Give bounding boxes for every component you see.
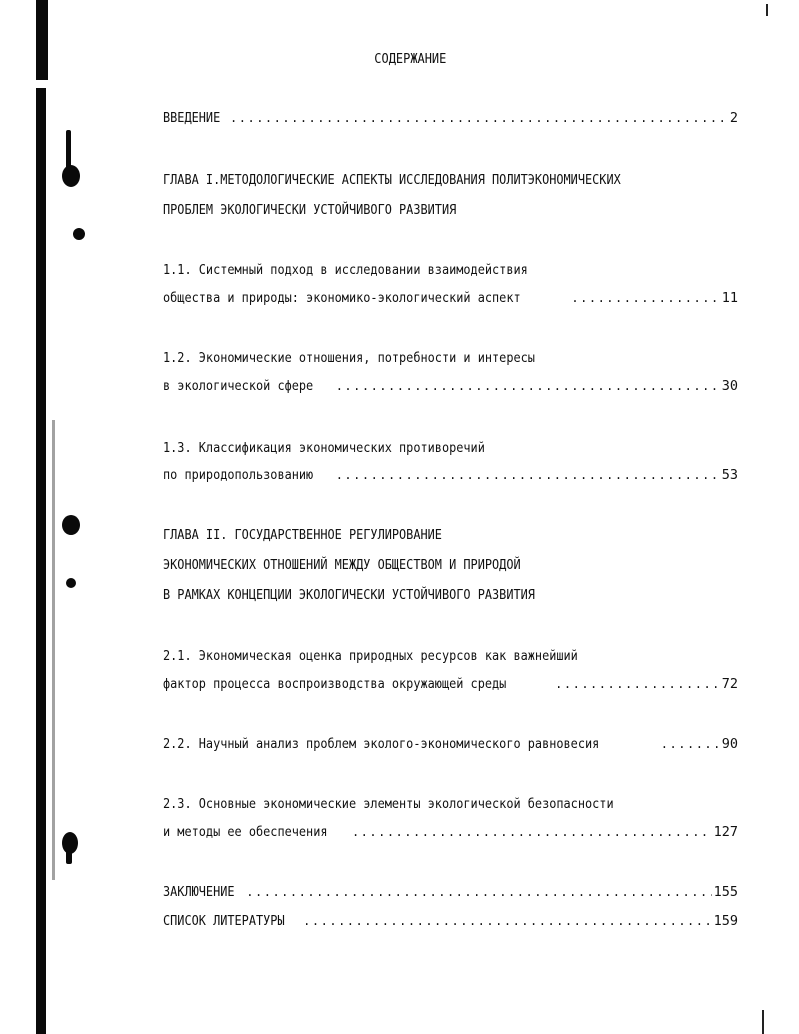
toc-entry-label: фактор процесса воспроизводства окружающей среды bbox=[163, 676, 507, 692]
toc-entry-1-1-line-1: 1.1. Системный подход в исследовании взаимодействия bbox=[163, 262, 528, 278]
leader-dots bbox=[303, 914, 711, 928]
chapter-2-heading-line-1: ГЛАВА II. ГОСУДАРСТВЕННОЕ РЕГУЛИРОВАНИЕ bbox=[163, 527, 442, 543]
page-title: СОДЕРЖАНИЕ bbox=[374, 52, 447, 67]
binding-hole-1 bbox=[62, 165, 80, 187]
toc-entry-2-1 bbox=[163, 676, 738, 696]
toc-page-number: 53 bbox=[721, 467, 738, 483]
toc-entry-2-2 bbox=[163, 736, 738, 756]
leader-dots bbox=[336, 379, 720, 393]
toc-entry-1-1 bbox=[163, 290, 738, 310]
scan-right-mark-bottom bbox=[762, 1010, 764, 1034]
chapter-2-heading-line-3: В РАМКАХ КОНЦЕПЦИИ ЭКОЛОГИЧЕСКИ УСТОЙЧИВОГО РАЗВИТИЯ bbox=[163, 587, 535, 603]
scan-edge-bar bbox=[36, 88, 46, 1034]
toc-entry-label: в экологической сфере bbox=[163, 378, 314, 394]
binding-hole-2 bbox=[73, 228, 85, 240]
toc-page-number: 11 bbox=[721, 290, 738, 306]
leader-dots bbox=[555, 677, 720, 691]
leader-dots bbox=[352, 825, 712, 839]
toc-entry-1-2-line-1: 1.2. Экономические отношения, потребности и интересы bbox=[163, 350, 535, 366]
binding-mark-1 bbox=[66, 130, 71, 170]
leader-dots bbox=[571, 291, 719, 305]
toc-entry-label: ВВЕДЕНИЕ bbox=[163, 110, 221, 126]
toc-page-number: 90 bbox=[721, 736, 738, 752]
toc-entry-label: по природопользованию bbox=[163, 467, 314, 483]
toc-entry-2-1-line-1: 2.1. Экономическая оценка природных ресурсов как важнейший bbox=[163, 648, 578, 664]
chapter-1-heading-line-2: ПРОБЛЕМ ЭКОЛОГИЧЕСКИ УСТОЙЧИВОГО РАЗВИТИЯ bbox=[163, 202, 457, 218]
toc-entry-label: СПИСОК ЛИТЕРАТУРЫ bbox=[163, 913, 285, 929]
toc-entry-2-3-line-1: 2.3. Основные экономические элементы экологической безопасности bbox=[163, 796, 614, 812]
toc-entry-2-3 bbox=[163, 824, 738, 844]
toc-page-number: 72 bbox=[721, 676, 738, 692]
toc-entry-1-3-line-1: 1.3. Классификация экономических противоречий bbox=[163, 440, 485, 456]
toc-page-number: 30 bbox=[721, 378, 738, 394]
toc-entry-1-3 bbox=[163, 467, 738, 487]
scan-right-mark-top bbox=[766, 4, 768, 16]
leader-dots bbox=[661, 737, 720, 751]
toc-page-number: 159 bbox=[713, 913, 738, 929]
toc-page-number: 2 bbox=[729, 110, 738, 126]
toc-entry-label: и методы ее обеспечения bbox=[163, 824, 328, 840]
leader-dots bbox=[336, 468, 720, 482]
scan-edge-mark bbox=[36, 0, 48, 80]
scan-edge-shadow bbox=[52, 420, 55, 880]
binding-hole-4 bbox=[66, 578, 76, 588]
toc-entry-1-2 bbox=[163, 378, 738, 398]
leader-dots bbox=[230, 111, 728, 125]
leader-dots bbox=[246, 885, 711, 899]
toc-entry-references bbox=[163, 913, 738, 933]
binding-hole-3 bbox=[62, 515, 80, 535]
toc-entry-label: общества и природы: экономико-экологический аспект bbox=[163, 290, 521, 306]
binding-mark-2 bbox=[66, 850, 72, 864]
toc-entry-intro bbox=[163, 110, 738, 130]
toc-entry-label: 2.2. Научный анализ проблем эколого-экономического равновесия bbox=[163, 736, 600, 752]
chapter-2-heading-line-2: ЭКОНОМИЧЕСКИХ ОТНОШЕНИЙ МЕЖДУ ОБЩЕСТВОМ И ПРИРОДОЙ bbox=[163, 557, 521, 573]
toc-entry-label: ЗАКЛЮЧЕНИЕ bbox=[163, 884, 235, 900]
toc-page-number: 127 bbox=[713, 824, 738, 840]
toc-entry-conclusion bbox=[163, 884, 738, 904]
chapter-1-heading-line-1: ГЛАВА I.МЕТОДОЛОГИЧЕСКИЕ АСПЕКТЫ ИССЛЕДОВАНИЯ ПОЛИТЭКОНОМИЧЕСКИХ bbox=[163, 172, 621, 188]
toc-page-number: 155 bbox=[713, 884, 738, 900]
